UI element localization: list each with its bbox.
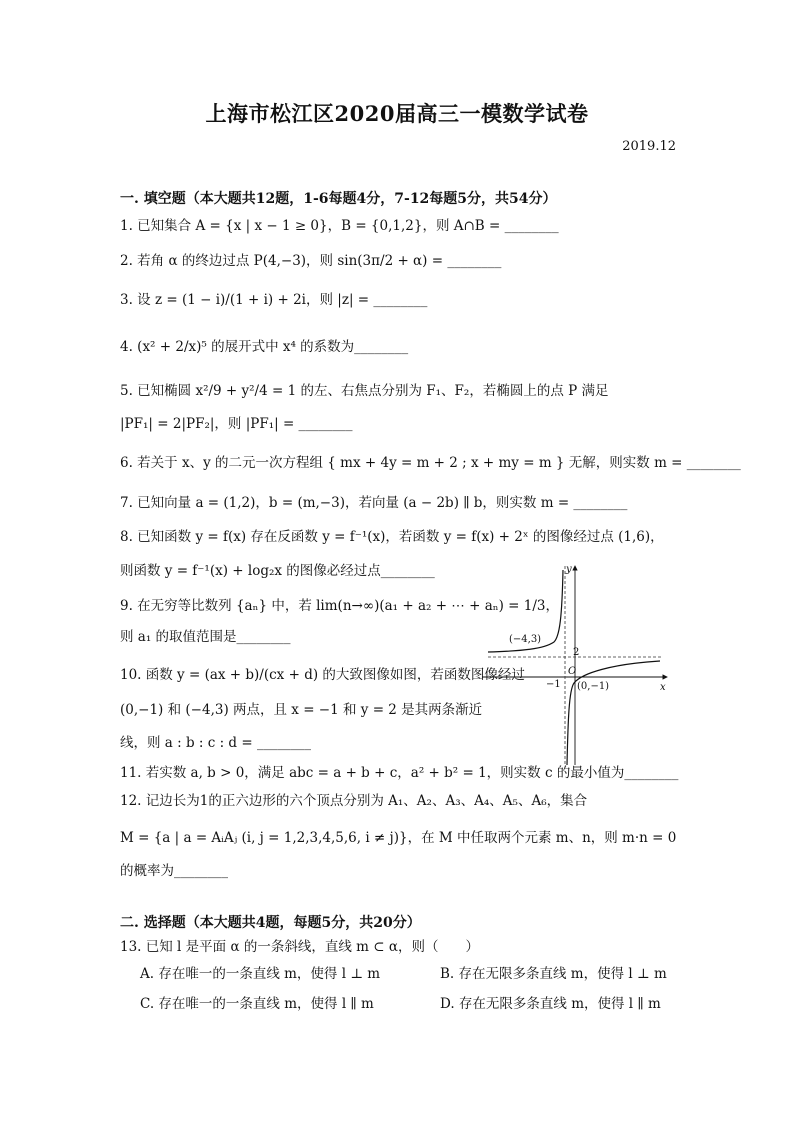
section-choice-title: 二. 选择题（本大题共4题，每题5分，共20分） [120,915,421,931]
question-10-line1: 10. 函数 y = (ax + b)/(cx + d) 的大致图像如图，若函数图像经过 [120,667,525,683]
section-fill-in-title: 一. 填空题（本大题共12题，1-6每题4分，7-12每题5分，共54分） [120,191,557,207]
exam-date: 2019.12 [622,139,676,154]
question-8-line1: 8. 已知函数 y = f(x) 存在反函数 y = f⁻¹(x)，若函数 y = f(x) + 2ˣ 的图像经过点 (1,6)， [120,529,664,545]
question-13-option-d: D. 存在无限多条直线 m，使得 l ∥ m [440,996,661,1012]
question-6: 6. 若关于 x、y 的二元一次方程组 { mx + 4y = m + 2 ; x + my = m } 无解，则实数 m = ________ [120,455,741,471]
question-3: 3. 设 z = (1 − i)/(1 + i) + 2i，则 |z| = ________ [120,292,428,308]
point-left-label: (−4,3) [509,634,542,645]
x-axis-label: x [660,682,666,693]
question-12-line2: M = {a | a = AᵢAⱼ (i, j = 1,2,3,4,5,6, i ≠ j)}，在 M 中任取两个元素 m、n，则 m·n = 0 [120,830,677,846]
question-1: 1. 已知集合 A = {x | x − 1 ≥ 0}，B = {0,1,2}，则 A∩B = ________ [120,218,559,234]
question-13-option-c: C. 存在唯一的一条直线 m，使得 l ∥ m [140,996,374,1012]
question-5-line2: |PF₁| = 2|PF₂|，则 |PF₁| = ________ [120,416,353,432]
question-9-line1: 9. 在无穷等比数列 {aₙ} 中，若 lim(n→∞)(a₁ + a₂ + ⋯ + aₙ) = 1/3， [120,598,559,614]
origin-label: O [568,666,577,677]
question-12-line1: 12. 记边长为1的正六边形的六个顶点分别为 A₁、A₂、A₃、A₄、A₅、A₆，集合 [120,793,588,809]
question-13-stem: 13. 已知 l 是平面 α 的一条斜线，直线 m ⊂ α，则（ ） [120,939,479,955]
question-10-line3: 线，则 a : b : c : d = ________ [120,735,311,751]
y-axis-label: y [566,564,572,575]
question-13-option-b: B. 存在无限多条直线 m，使得 l ⊥ m [440,966,667,982]
question-13-option-a: A. 存在唯一的一条直线 m，使得 l ⊥ m [140,966,381,982]
question-10-line2: (0,−1) 和 (−4,3) 两点，且 x = −1 和 y = 2 是其两条渐近 [120,702,483,718]
function-graph [482,560,674,770]
asymptote-x-label: −1 [546,679,561,690]
page-title: 上海市松江区2020届高三一模数学试卷 [205,101,589,126]
question-4: 4. (x² + 2/x)⁵ 的展开式中 x⁴ 的系数为________ [120,339,409,355]
point-right-label: (0,−1) [577,681,610,692]
question-5-line1: 5. 已知椭圆 x²/9 + y²/4 = 1 的左、右焦点分别为 F₁、F₂，若椭圆上的点 P 满足 [120,383,609,399]
question-9-line2: 则 a₁ 的取值范围是________ [120,629,291,645]
question-12-line3: 的概率为________ [120,863,228,879]
question-7: 7. 已知向量 a = (1,2)，b = (m,−3)，若向量 (a − 2b) ∥ b，则实数 m = ________ [120,495,628,511]
question-2: 2. 若角 α 的终边过点 P(4,−3)，则 sin(3π/2 + α) = ________ [120,253,502,269]
question-11: 11. 若实数 a, b > 0，满足 abc = a + b + c，a² + b² = 1，则实数 c 的最小值为________ [120,765,679,781]
asymptote-y-label: 2 [573,647,580,658]
question-8-line2: 则函数 y = f⁻¹(x) + log₂x 的图像必经过点________ [120,563,435,579]
